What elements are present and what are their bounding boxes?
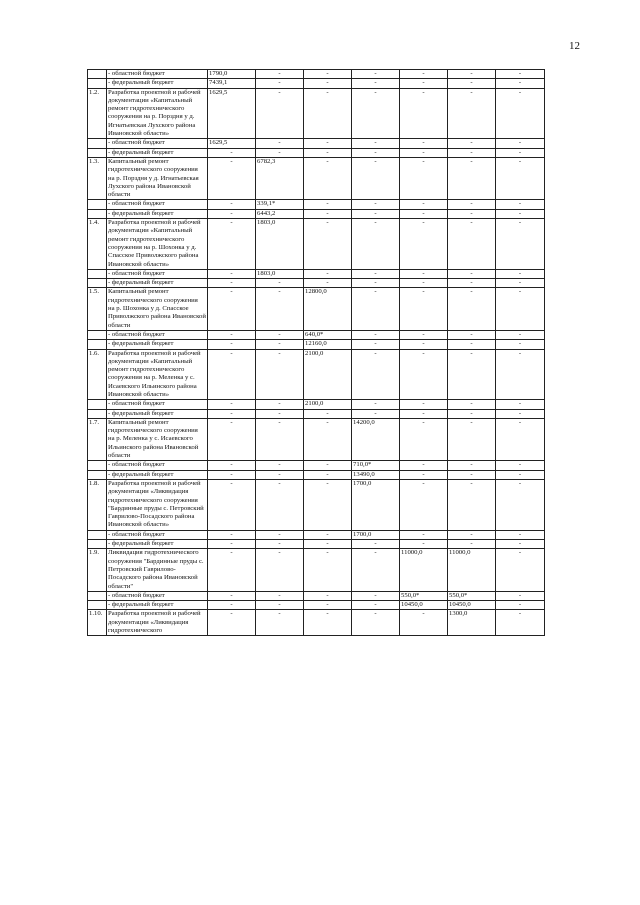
value-cell: - xyxy=(496,530,545,539)
value-cell: - xyxy=(352,70,400,79)
value-cell: - xyxy=(352,601,400,610)
value-cell: - xyxy=(208,479,256,530)
value-cell: - xyxy=(208,148,256,157)
row-name: - областной бюджет xyxy=(107,461,208,470)
value-cell: - xyxy=(400,288,448,330)
value-cell: 2100,0 xyxy=(304,349,352,400)
value-cell: - xyxy=(448,400,496,409)
table-row-funding xyxy=(88,461,545,470)
row-name: Ликвидация гидротехнического сооружения "Бардинные пруды с. Петровский Гаврилово-Посадского района Ивановской области" xyxy=(107,549,208,591)
value-cell: - xyxy=(208,461,256,470)
value-cell: - xyxy=(304,157,352,199)
value-cell: - xyxy=(496,330,545,339)
value-cell: - xyxy=(496,461,545,470)
table-row-funding xyxy=(88,409,545,418)
row-name: Капитальный ремонт гидротехнического сооружения на р. Меленка у с. Исаевского Ильинского района Ивановской области xyxy=(107,418,208,460)
row-number: 1.10. xyxy=(88,610,107,636)
value-cell: - xyxy=(352,279,400,288)
budget-table xyxy=(87,69,545,636)
table-row-item xyxy=(88,610,545,636)
value-cell: - xyxy=(304,70,352,79)
value-cell: - xyxy=(400,157,448,199)
value-cell: - xyxy=(352,400,400,409)
value-cell: 7439,1 xyxy=(208,79,256,88)
value-cell: - xyxy=(400,540,448,549)
value-cell: - xyxy=(352,540,400,549)
value-cell: - xyxy=(400,330,448,339)
value-cell: - xyxy=(256,79,304,88)
table-row-item xyxy=(88,288,545,330)
table-row-funding xyxy=(88,330,545,339)
value-cell: - xyxy=(256,340,304,349)
value-cell: - xyxy=(256,409,304,418)
value-cell: - xyxy=(352,79,400,88)
value-cell: - xyxy=(448,288,496,330)
value-cell: - xyxy=(208,470,256,479)
table-row-funding xyxy=(88,601,545,610)
value-cell: - xyxy=(400,409,448,418)
value-cell: - xyxy=(256,349,304,400)
value-cell: - xyxy=(256,288,304,330)
value-cell: - xyxy=(448,461,496,470)
value-cell: - xyxy=(496,418,545,460)
value-cell: - xyxy=(352,340,400,349)
value-cell: 1803,0 xyxy=(256,219,304,270)
value-cell: - xyxy=(256,70,304,79)
value-cell: - xyxy=(208,549,256,591)
value-cell: - xyxy=(208,610,256,636)
value-cell: - xyxy=(208,200,256,209)
value-cell: - xyxy=(400,340,448,349)
value-cell: - xyxy=(448,200,496,209)
value-cell: - xyxy=(208,209,256,218)
budget-table-body xyxy=(88,70,545,636)
row-number: 1.4. xyxy=(88,219,107,270)
value-cell: - xyxy=(304,461,352,470)
value-cell: - xyxy=(208,330,256,339)
value-cell: - xyxy=(400,470,448,479)
row-number xyxy=(88,200,107,209)
value-cell: - xyxy=(352,157,400,199)
row-name: Капитальный ремонт гидротехнического сооружения на р. Шохонка у д. Спасское Приволжского района Ивановской области xyxy=(108,288,206,329)
row-name: - областной бюджет xyxy=(107,200,208,209)
row-number xyxy=(88,148,107,157)
value-cell: - xyxy=(256,601,304,610)
value-cell: - xyxy=(304,79,352,88)
value-cell: - xyxy=(448,88,496,139)
value-cell: 550,0* xyxy=(448,591,496,600)
value-cell: - xyxy=(208,288,256,330)
value-cell: - xyxy=(496,148,545,157)
value-cell: - xyxy=(352,200,400,209)
value-cell: - xyxy=(208,340,256,349)
value-cell: 1700,0 xyxy=(352,530,400,539)
value-cell: - xyxy=(496,288,545,330)
value-cell: 12160,0 xyxy=(304,340,352,349)
value-cell: 11000,0 xyxy=(400,549,448,591)
row-name: - федеральный бюджет xyxy=(107,340,208,349)
value-cell: 11000,0 xyxy=(448,549,496,591)
value-cell: - xyxy=(448,330,496,339)
value-cell: - xyxy=(448,219,496,270)
value-cell: - xyxy=(304,479,352,530)
value-cell: - xyxy=(496,470,545,479)
row-number xyxy=(88,540,107,549)
value-cell: - xyxy=(448,418,496,460)
value-cell: - xyxy=(304,88,352,139)
row-number: 1.8. xyxy=(88,479,107,530)
table-row-funding xyxy=(88,400,545,409)
row-name: Капитальный ремонт гидротехнического сооружения на р. Порздня у д. Игнатьевская Лухского района Ивановской области xyxy=(107,157,208,199)
row-name: - областной бюджет xyxy=(107,269,208,278)
value-cell: 1629,5 xyxy=(208,139,256,148)
row-number xyxy=(88,461,107,470)
value-cell: - xyxy=(496,70,545,79)
value-cell: - xyxy=(208,540,256,549)
value-cell: - xyxy=(256,418,304,460)
value-cell: - xyxy=(304,148,352,157)
value-cell: - xyxy=(400,209,448,218)
value-cell: - xyxy=(400,400,448,409)
row-number xyxy=(88,470,107,479)
table-row-funding xyxy=(88,591,545,600)
row-name: - областной бюджет xyxy=(107,139,208,148)
value-cell: - xyxy=(256,470,304,479)
value-cell: - xyxy=(400,70,448,79)
value-cell: - xyxy=(496,157,545,199)
value-cell: - xyxy=(496,591,545,600)
value-cell: - xyxy=(496,540,545,549)
value-cell: - xyxy=(400,418,448,460)
value-cell: - xyxy=(400,219,448,270)
value-cell: - xyxy=(496,549,545,591)
value-cell: - xyxy=(304,269,352,278)
value-cell: - xyxy=(208,530,256,539)
row-name: - федеральный бюджет xyxy=(107,601,208,610)
table-row-funding xyxy=(88,269,545,278)
value-cell: 550,0* xyxy=(400,591,448,600)
row-number xyxy=(88,269,107,278)
value-cell: 10450,0 xyxy=(448,601,496,610)
row-number xyxy=(88,209,107,218)
value-cell: - xyxy=(448,279,496,288)
row-number: 1.2. xyxy=(88,88,107,139)
row-name: - областной бюджет xyxy=(107,70,208,79)
value-cell: - xyxy=(208,601,256,610)
value-cell: 10450,0 xyxy=(400,601,448,610)
value-cell: - xyxy=(496,601,545,610)
table-row-funding xyxy=(88,540,545,549)
table-row-item xyxy=(88,157,545,199)
row-name: - федеральный бюджет xyxy=(107,540,208,549)
value-cell: - xyxy=(400,269,448,278)
row-number: 1.3. xyxy=(88,157,107,199)
value-cell: - xyxy=(352,591,400,600)
value-cell: - xyxy=(304,470,352,479)
value-cell: - xyxy=(496,200,545,209)
value-cell: - xyxy=(352,288,400,330)
table-row-funding xyxy=(88,70,545,79)
table-row-funding xyxy=(88,340,545,349)
row-name: Разработка проектной и рабочей документации «Ликвидация гидротехнического сооружения "Бардинные пруды с. Петровский Гаврилово-Посадского района Ивановской области» xyxy=(107,479,208,530)
value-cell: - xyxy=(352,610,400,636)
value-cell: - xyxy=(448,148,496,157)
value-cell: 1803,0 xyxy=(256,269,304,278)
table-row-item xyxy=(88,219,545,270)
value-cell: 12800,0 xyxy=(304,288,352,330)
value-cell: - xyxy=(400,279,448,288)
value-cell: 6782,3 xyxy=(256,157,304,199)
value-cell: - xyxy=(400,349,448,400)
value-cell: - xyxy=(496,479,545,530)
value-cell: 640,0* xyxy=(304,330,352,339)
value-cell: - xyxy=(304,601,352,610)
value-cell: - xyxy=(496,340,545,349)
row-number xyxy=(88,340,107,349)
value-cell: - xyxy=(400,88,448,139)
row-name: Разработка проектной и рабочей документации «Капитальный ремонт гидротехнического сооружения на р. Шохонка у д. Спасское Приволжского района Ивановской области» xyxy=(107,219,208,270)
value-cell: - xyxy=(448,157,496,199)
value-cell: - xyxy=(304,530,352,539)
value-cell: - xyxy=(496,349,545,400)
value-cell: - xyxy=(208,349,256,400)
value-cell: 2100,0 xyxy=(304,400,352,409)
value-cell: - xyxy=(448,340,496,349)
value-cell: 13490,0 xyxy=(352,470,400,479)
value-cell: - xyxy=(256,591,304,600)
row-name: - федеральный бюджет xyxy=(107,79,208,88)
value-cell: 710,0* xyxy=(352,461,400,470)
value-cell: - xyxy=(496,88,545,139)
table-row-funding xyxy=(88,200,545,209)
value-cell: - xyxy=(352,209,400,218)
value-cell: - xyxy=(496,139,545,148)
row-number xyxy=(88,139,107,148)
value-cell: - xyxy=(496,409,545,418)
row-number xyxy=(88,591,107,600)
row-name: - областной бюджет xyxy=(107,330,208,339)
value-cell: - xyxy=(496,279,545,288)
table-row-funding xyxy=(88,148,545,157)
value-cell: - xyxy=(208,409,256,418)
row-number: 1.7. xyxy=(88,418,107,460)
value-cell: - xyxy=(256,279,304,288)
value-cell: - xyxy=(256,610,304,636)
value-cell: - xyxy=(496,209,545,218)
value-cell: - xyxy=(208,279,256,288)
value-cell: - xyxy=(352,409,400,418)
value-cell: - xyxy=(208,418,256,460)
value-cell: - xyxy=(448,139,496,148)
value-cell: - xyxy=(400,461,448,470)
value-cell: - xyxy=(400,148,448,157)
value-cell: - xyxy=(496,269,545,278)
value-cell: - xyxy=(448,540,496,549)
value-cell: 14200,0 xyxy=(352,418,400,460)
table-row-funding xyxy=(88,139,545,148)
value-cell: - xyxy=(256,148,304,157)
value-cell: - xyxy=(304,209,352,218)
row-name: - федеральный бюджет xyxy=(107,409,208,418)
value-cell: - xyxy=(448,209,496,218)
value-cell: - xyxy=(352,139,400,148)
table-row-funding xyxy=(88,470,545,479)
row-name: - областной бюджет xyxy=(107,591,208,600)
row-number xyxy=(88,409,107,418)
table-row-item xyxy=(88,418,545,460)
value-cell: - xyxy=(208,591,256,600)
value-cell: - xyxy=(304,610,352,636)
value-cell: - xyxy=(400,530,448,539)
table-row-funding xyxy=(88,279,545,288)
value-cell: - xyxy=(352,269,400,278)
row-number xyxy=(88,330,107,339)
value-cell: - xyxy=(304,549,352,591)
value-cell: - xyxy=(352,148,400,157)
row-name: Разработка проектной и рабочей документации «Капитальный ремонт гидротехнического сооружения на р. Меленка у с. Исаевского Ильинского района Ивановской области» xyxy=(107,349,208,400)
value-cell: 6443,2 xyxy=(256,209,304,218)
value-cell: - xyxy=(352,88,400,139)
value-cell: - xyxy=(400,200,448,209)
value-cell: - xyxy=(256,530,304,539)
value-cell: - xyxy=(304,279,352,288)
value-cell: - xyxy=(400,610,448,636)
value-cell: - xyxy=(256,330,304,339)
page-number: 12 xyxy=(569,40,580,52)
value-cell: - xyxy=(208,219,256,270)
value-cell: - xyxy=(448,470,496,479)
value-cell: - xyxy=(352,549,400,591)
value-cell: - xyxy=(208,157,256,199)
value-cell: - xyxy=(304,409,352,418)
row-number: 1.5. xyxy=(88,288,107,330)
row-name: Разработка проектной и рабочей документации «Ликвидация гидротехнического xyxy=(107,610,208,636)
table-row-item xyxy=(88,88,545,139)
table-row-funding xyxy=(88,209,545,218)
value-cell: - xyxy=(496,219,545,270)
table-row-item xyxy=(88,349,545,400)
row-name: - федеральный бюджет xyxy=(107,279,208,288)
value-cell: - xyxy=(256,461,304,470)
value-cell: 1300,0 xyxy=(448,610,496,636)
value-cell: - xyxy=(352,219,400,270)
value-cell: - xyxy=(448,79,496,88)
table-row-funding xyxy=(88,79,545,88)
row-number: 1.9. xyxy=(88,549,107,591)
row-number xyxy=(88,79,107,88)
value-cell: - xyxy=(256,400,304,409)
value-cell: - xyxy=(400,139,448,148)
row-number: 1.6. xyxy=(88,349,107,400)
table-row-item xyxy=(88,479,545,530)
value-cell: - xyxy=(256,139,304,148)
value-cell: 339,1* xyxy=(256,200,304,209)
value-cell: - xyxy=(304,591,352,600)
row-number xyxy=(88,530,107,539)
value-cell: - xyxy=(448,530,496,539)
value-cell: - xyxy=(304,200,352,209)
value-cell: - xyxy=(352,330,400,339)
value-cell: - xyxy=(256,540,304,549)
value-cell: - xyxy=(448,269,496,278)
value-cell: - xyxy=(304,540,352,549)
value-cell: - xyxy=(400,479,448,530)
value-cell: - xyxy=(304,418,352,460)
value-cell: 1629,5 xyxy=(208,88,256,139)
value-cell: 1790,0 xyxy=(208,70,256,79)
value-cell: - xyxy=(208,269,256,278)
value-cell: - xyxy=(448,479,496,530)
value-cell: - xyxy=(256,479,304,530)
value-cell: - xyxy=(304,219,352,270)
value-cell: 1700,0 xyxy=(352,479,400,530)
table-row-item xyxy=(88,549,545,591)
value-cell: - xyxy=(496,610,545,636)
row-name: - областной бюджет xyxy=(107,530,208,539)
value-cell: - xyxy=(400,79,448,88)
row-name: Разработка проектной и рабочей документации «Капитальный ремонт гидротехнического сооружения на р. Порздня у д. Игнатьевская Лухского района Ивановской области» xyxy=(107,88,208,139)
table-row-funding xyxy=(88,530,545,539)
value-cell: - xyxy=(304,139,352,148)
value-cell: - xyxy=(256,549,304,591)
value-cell: - xyxy=(256,88,304,139)
value-cell: - xyxy=(496,79,545,88)
value-cell: - xyxy=(352,349,400,400)
row-name: - федеральный бюджет xyxy=(107,209,208,218)
row-name: - областной бюджет xyxy=(107,400,208,409)
row-number xyxy=(88,70,107,79)
row-number xyxy=(88,601,107,610)
row-name: - федеральный бюджет xyxy=(107,470,208,479)
value-cell: - xyxy=(448,70,496,79)
row-number xyxy=(88,279,107,288)
row-name: - федеральный бюджет xyxy=(107,148,208,157)
value-cell: - xyxy=(448,409,496,418)
value-cell: - xyxy=(208,400,256,409)
value-cell: - xyxy=(496,400,545,409)
row-number xyxy=(88,400,107,409)
value-cell: - xyxy=(448,349,496,400)
